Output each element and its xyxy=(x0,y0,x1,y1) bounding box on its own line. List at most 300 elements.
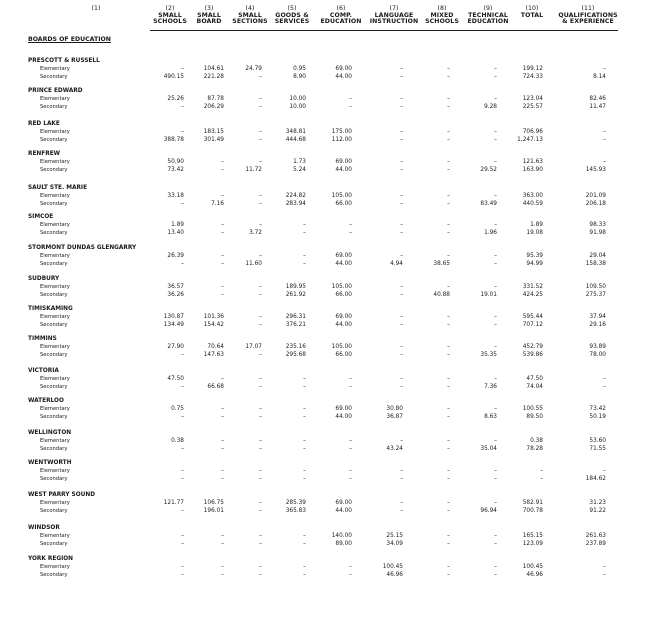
table-cell: – xyxy=(259,446,262,452)
table-cell: 1,247.13 xyxy=(517,137,543,143)
table-cell: 235.16 xyxy=(285,344,306,350)
table-cell: 4.94 xyxy=(390,261,403,267)
table-cell: – xyxy=(259,438,262,444)
table-cell: – xyxy=(603,384,606,390)
board-name: WINDSOR xyxy=(28,525,60,531)
table-cell: – xyxy=(181,564,184,570)
table-cell: – xyxy=(259,74,262,80)
table-cell: – xyxy=(447,438,450,444)
table-cell: – xyxy=(303,476,306,482)
board-group xyxy=(0,58,658,86)
table-cell: – xyxy=(400,104,403,110)
table-cell: 71.55 xyxy=(589,446,606,452)
level-label: Elementary xyxy=(40,564,70,570)
level-label: Elementary xyxy=(40,406,70,412)
table-cell: – xyxy=(221,253,224,259)
table-row xyxy=(0,201,658,209)
table-cell: 70.64 xyxy=(207,344,224,350)
table-cell: 31.23 xyxy=(589,500,606,506)
table-cell: – xyxy=(494,261,497,267)
table-cell: 36.87 xyxy=(386,414,403,420)
table-cell: 46.96 xyxy=(386,572,403,578)
table-cell: – xyxy=(259,292,262,298)
board-name: WATERLOO xyxy=(28,398,64,404)
level-label: Secondary xyxy=(40,322,68,328)
table-cell: – xyxy=(181,476,184,482)
table-row xyxy=(0,468,658,476)
table-cell: – xyxy=(181,414,184,420)
table-cell: – xyxy=(349,230,352,236)
column-number: (11) xyxy=(581,5,595,12)
board-group xyxy=(0,430,658,458)
column-label-line1: MIXED xyxy=(430,11,454,19)
table-cell: – xyxy=(221,167,224,173)
board-group xyxy=(0,245,658,273)
table-cell: – xyxy=(494,96,497,102)
table-row xyxy=(0,533,658,541)
table-cell: 424.25 xyxy=(522,292,543,298)
table-cell: 82.46 xyxy=(589,96,606,102)
table-cell: 224.82 xyxy=(285,193,306,199)
table-cell: – xyxy=(494,66,497,72)
table-cell: 44.00 xyxy=(335,322,352,328)
table-cell: 1.96 xyxy=(484,230,497,236)
table-cell: – xyxy=(447,533,450,539)
column-number: (5) xyxy=(287,5,297,12)
table-cell: – xyxy=(259,476,262,482)
board-name: WENTWORTH xyxy=(28,460,72,466)
table-row xyxy=(0,376,658,384)
table-cell: 106.75 xyxy=(203,500,224,506)
table-cell: – xyxy=(259,96,262,102)
table-cell: – xyxy=(259,572,262,578)
table-row xyxy=(0,66,658,74)
board-group xyxy=(0,525,658,553)
table-cell: 365.83 xyxy=(285,508,306,514)
table-cell: 8.14 xyxy=(593,74,606,80)
table-cell: – xyxy=(221,438,224,444)
level-label: Elementary xyxy=(40,500,70,506)
table-cell: – xyxy=(259,541,262,547)
table-cell: 189.95 xyxy=(285,284,306,290)
table-cell: 69.00 xyxy=(335,66,352,72)
table-cell: – xyxy=(181,572,184,578)
board-name: SIMCOE xyxy=(28,214,54,220)
table-cell: – xyxy=(303,438,306,444)
board-group xyxy=(0,492,658,520)
table-cell: – xyxy=(494,137,497,143)
table-cell: 331.52 xyxy=(522,284,543,290)
table-cell: 10.00 xyxy=(289,96,306,102)
table-cell: – xyxy=(349,384,352,390)
table-row xyxy=(0,253,658,261)
table-cell: – xyxy=(447,352,450,358)
table-cell: 44.00 xyxy=(335,414,352,420)
table-cell: 105.00 xyxy=(331,193,352,199)
column-label-line1: GOODS & xyxy=(275,11,309,19)
table-row xyxy=(0,129,658,137)
board-name: WELLINGTON xyxy=(28,430,72,436)
level-label: Elementary xyxy=(40,66,70,72)
table-cell: – xyxy=(603,66,606,72)
column-label-line2: INSTRUCTION xyxy=(369,18,419,26)
table-cell: 83.49 xyxy=(480,201,497,207)
table-row xyxy=(0,74,658,82)
level-label: Secondary xyxy=(40,292,68,298)
column-label-line1: LANGUAGE xyxy=(374,11,414,19)
table-cell: 69.00 xyxy=(335,314,352,320)
header-rule xyxy=(150,30,618,31)
table-cell: – xyxy=(447,201,450,207)
table-cell: 105.00 xyxy=(331,344,352,350)
table-cell: – xyxy=(259,222,262,228)
table-cell: – xyxy=(221,261,224,267)
table-cell: 196.01 xyxy=(203,508,224,514)
table-cell: – xyxy=(400,468,403,474)
table-cell: – xyxy=(349,476,352,482)
table-cell: – xyxy=(400,193,403,199)
level-label: Elementary xyxy=(40,376,70,382)
table-cell: – xyxy=(447,500,450,506)
table-cell: 388.78 xyxy=(163,137,184,143)
table-cell: – xyxy=(181,508,184,514)
table-cell: – xyxy=(494,74,497,80)
table-row xyxy=(0,344,658,352)
level-label: Secondary xyxy=(40,261,68,267)
table-cell: – xyxy=(221,476,224,482)
board-group xyxy=(0,151,658,179)
table-cell: – xyxy=(303,222,306,228)
table-cell: 348.81 xyxy=(285,129,306,135)
table-cell: – xyxy=(259,137,262,143)
table-cell: – xyxy=(303,414,306,420)
board-name: TIMMINS xyxy=(28,336,57,342)
table-cell: 285.39 xyxy=(285,500,306,506)
table-cell: 283.94 xyxy=(285,201,306,207)
table-cell: 46.96 xyxy=(526,572,543,578)
table-cell: – xyxy=(447,572,450,578)
level-label: Secondary xyxy=(40,167,68,173)
table-cell: – xyxy=(603,564,606,570)
column-number: (3) xyxy=(204,5,214,12)
table-cell: – xyxy=(400,438,403,444)
table-cell: 40.88 xyxy=(433,292,450,298)
table-cell: 44.00 xyxy=(335,167,352,173)
table-cell: 17.07 xyxy=(245,344,262,350)
board-group xyxy=(0,460,658,488)
table-cell: – xyxy=(447,66,450,72)
table-cell: – xyxy=(400,314,403,320)
column-label-line1: SMALL xyxy=(197,11,221,19)
table-cell: 19.08 xyxy=(526,230,543,236)
table-cell: – xyxy=(400,384,403,390)
table-cell: 66.00 xyxy=(335,201,352,207)
table-cell: – xyxy=(447,468,450,474)
table-cell: – xyxy=(259,406,262,412)
table-cell: 296.31 xyxy=(285,314,306,320)
table-row xyxy=(0,314,658,322)
table-cell: 91.22 xyxy=(589,508,606,514)
table-cell: 123.04 xyxy=(522,96,543,102)
table-row xyxy=(0,159,658,167)
table-cell: 26.39 xyxy=(167,253,184,259)
board-name: RED LAKE xyxy=(28,121,60,127)
table-cell: 0.75 xyxy=(171,406,184,412)
table-cell: – xyxy=(259,533,262,539)
table-cell: 147.63 xyxy=(203,352,224,358)
table-cell: – xyxy=(259,253,262,259)
table-cell: – xyxy=(400,322,403,328)
table-cell: 154.42 xyxy=(203,322,224,328)
table-cell: – xyxy=(303,230,306,236)
table-cell: 50.19 xyxy=(589,414,606,420)
table-cell: 11.72 xyxy=(245,167,262,173)
table-cell: – xyxy=(540,476,543,482)
table-cell: – xyxy=(303,384,306,390)
table-row xyxy=(0,193,658,201)
table-cell: – xyxy=(603,159,606,165)
board-group xyxy=(0,336,658,364)
table-cell: 47.50 xyxy=(526,376,543,382)
table-cell: – xyxy=(447,564,450,570)
table-cell: – xyxy=(349,572,352,578)
level-label: Secondary xyxy=(40,352,68,358)
table-cell: – xyxy=(181,468,184,474)
table-cell: – xyxy=(400,137,403,143)
table-cell: 0.38 xyxy=(171,438,184,444)
table-cell: – xyxy=(303,541,306,547)
table-cell: 95.39 xyxy=(526,253,543,259)
board-name: TIMISKAMING xyxy=(28,306,73,312)
table-cell: 165.15 xyxy=(522,533,543,539)
board-name: VICTORIA xyxy=(28,368,59,374)
column-number: (4) xyxy=(245,5,255,12)
level-label: Secondary xyxy=(40,201,68,207)
board-name: SAULT STE. MARIE xyxy=(28,185,88,191)
table-cell: 724.33 xyxy=(522,74,543,80)
table-cell: 53.60 xyxy=(589,438,606,444)
table-cell: 11.47 xyxy=(589,104,606,110)
table-cell: 1.89 xyxy=(171,222,184,228)
table-cell: – xyxy=(349,104,352,110)
level-label: Secondary xyxy=(40,384,68,390)
table-cell: – xyxy=(400,129,403,135)
table-cell: 29.04 xyxy=(589,253,606,259)
table-cell: 5.24 xyxy=(293,167,306,173)
table-cell: 199.12 xyxy=(522,66,543,72)
table-cell: 78.28 xyxy=(526,446,543,452)
table-cell: – xyxy=(221,376,224,382)
level-label: Elementary xyxy=(40,468,70,474)
level-label: Secondary xyxy=(40,137,68,143)
table-cell: – xyxy=(400,230,403,236)
level-label: Elementary xyxy=(40,284,70,290)
column-number: (9) xyxy=(483,5,493,12)
table-cell: – xyxy=(400,96,403,102)
level-label: Secondary xyxy=(40,104,68,110)
table-cell: 130.87 xyxy=(163,314,184,320)
table-cell: 595.44 xyxy=(522,314,543,320)
table-cell: – xyxy=(303,533,306,539)
table-cell: – xyxy=(303,446,306,452)
board-name: SUDBURY xyxy=(28,276,60,282)
column-number: (6) xyxy=(336,5,346,12)
table-cell: 8.63 xyxy=(484,414,497,420)
table-header xyxy=(0,6,658,36)
table-cell: 78.00 xyxy=(589,352,606,358)
table-cell: 7.36 xyxy=(484,384,497,390)
level-label: Elementary xyxy=(40,159,70,165)
table-row xyxy=(0,322,658,330)
table-cell: – xyxy=(181,446,184,452)
table-cell: – xyxy=(221,284,224,290)
table-cell: 104.61 xyxy=(203,66,224,72)
table-row xyxy=(0,572,658,580)
table-cell: – xyxy=(221,222,224,228)
table-cell: – xyxy=(259,322,262,328)
table-cell: 43.24 xyxy=(386,446,403,452)
boards-of-education-heading: BOARDS OF EDUCATION xyxy=(28,36,111,43)
table-cell: – xyxy=(400,352,403,358)
board-group xyxy=(0,121,658,149)
table-cell: 66.00 xyxy=(335,292,352,298)
table-cell: – xyxy=(494,376,497,382)
board-name: WEST PARRY SOUND xyxy=(28,492,96,498)
table-cell: – xyxy=(400,500,403,506)
table-cell: – xyxy=(494,159,497,165)
table-cell: – xyxy=(494,322,497,328)
table-cell: – xyxy=(181,129,184,135)
table-cell: – xyxy=(303,253,306,259)
table-row xyxy=(0,222,658,230)
table-cell: 38.65 xyxy=(433,261,450,267)
column-header-1 xyxy=(56,6,136,13)
table-cell: 8.90 xyxy=(293,74,306,80)
table-cell: 47.50 xyxy=(167,376,184,382)
level-label: Secondary xyxy=(40,230,68,236)
table-cell: 100.55 xyxy=(522,406,543,412)
board-name: STORMONT DUNDAS GLENGARRY xyxy=(28,245,137,251)
table-cell: – xyxy=(494,500,497,506)
table-cell: – xyxy=(221,414,224,420)
table-cell: 582.91 xyxy=(522,500,543,506)
table-row xyxy=(0,476,658,484)
level-label: Secondary xyxy=(40,476,68,482)
table-cell: 539.86 xyxy=(522,352,543,358)
column-number: (7) xyxy=(389,5,399,12)
table-cell: – xyxy=(221,468,224,474)
level-label: Elementary xyxy=(40,344,70,350)
column-label-line1: SMALL xyxy=(238,11,262,19)
table-cell: – xyxy=(494,253,497,259)
table-cell: 19.01 xyxy=(480,292,497,298)
table-cell: 163.90 xyxy=(522,167,543,173)
table-cell: – xyxy=(447,406,450,412)
column-label-line2: SCHOOLS xyxy=(425,18,459,26)
table-cell: – xyxy=(303,406,306,412)
column-label-line1: SMALL xyxy=(158,11,182,19)
table-row xyxy=(0,230,658,238)
table-cell: 36.57 xyxy=(167,284,184,290)
table-cell: – xyxy=(259,284,262,290)
table-cell: – xyxy=(447,129,450,135)
table-cell: 24.79 xyxy=(245,66,262,72)
table-cell: – xyxy=(447,476,450,482)
table-cell: 29.52 xyxy=(480,167,497,173)
table-cell: 34.09 xyxy=(386,541,403,547)
board-group xyxy=(0,368,658,396)
table-row xyxy=(0,438,658,446)
table-cell: 295.68 xyxy=(285,352,306,358)
table-cell: – xyxy=(447,284,450,290)
board-name: PRINCE EDWARD xyxy=(28,88,83,94)
table-cell: – xyxy=(221,159,224,165)
table-cell: 35.04 xyxy=(480,446,497,452)
table-cell: 237.89 xyxy=(585,541,606,547)
table-cell: – xyxy=(221,541,224,547)
table-cell: – xyxy=(349,96,352,102)
table-cell: – xyxy=(494,406,497,412)
table-cell: – xyxy=(349,438,352,444)
table-cell: – xyxy=(447,384,450,390)
table-cell: 89.50 xyxy=(526,414,543,420)
table-cell: 30.80 xyxy=(386,406,403,412)
board-group xyxy=(0,88,658,116)
table-cell: – xyxy=(221,564,224,570)
table-cell: – xyxy=(400,292,403,298)
table-cell: 73.42 xyxy=(589,406,606,412)
level-label: Elementary xyxy=(40,193,70,199)
table-row xyxy=(0,137,658,145)
table-cell: – xyxy=(400,66,403,72)
table-row xyxy=(0,96,658,104)
column-number: (10) xyxy=(525,5,539,12)
column-number: (2) xyxy=(165,5,175,12)
column-label-line2: EDUCATION xyxy=(467,18,509,26)
table-cell: 184.62 xyxy=(585,476,606,482)
table-cell: – xyxy=(181,541,184,547)
board-name: RENFREW xyxy=(28,151,61,157)
table-row xyxy=(0,414,658,422)
table-row xyxy=(0,292,658,300)
table-cell: 206.18 xyxy=(585,201,606,207)
table-cell: 221.28 xyxy=(203,74,224,80)
table-cell: – xyxy=(447,159,450,165)
table-cell: – xyxy=(603,137,606,143)
table-cell: 452.79 xyxy=(522,344,543,350)
table-cell: 50.90 xyxy=(167,159,184,165)
table-cell: 225.57 xyxy=(522,104,543,110)
table-cell: – xyxy=(447,137,450,143)
table-cell: 206.29 xyxy=(203,104,224,110)
table-cell: 37.94 xyxy=(589,314,606,320)
table-cell: 69.00 xyxy=(335,159,352,165)
table-cell: – xyxy=(181,384,184,390)
column-number: (8) xyxy=(437,5,447,12)
table-row xyxy=(0,564,658,572)
table-cell: 96.94 xyxy=(480,508,497,514)
table-cell: – xyxy=(259,201,262,207)
level-label: Secondary xyxy=(40,541,68,547)
table-cell: 440.59 xyxy=(522,201,543,207)
table-cell: – xyxy=(494,222,497,228)
table-cell: – xyxy=(447,193,450,199)
table-cell: 140.00 xyxy=(331,533,352,539)
table-cell: – xyxy=(259,508,262,514)
board-name: PRESCOTT & RUSSELL xyxy=(28,58,100,64)
table-cell: 36.26 xyxy=(167,292,184,298)
column-label-line2: SCHOOLS xyxy=(153,18,187,26)
